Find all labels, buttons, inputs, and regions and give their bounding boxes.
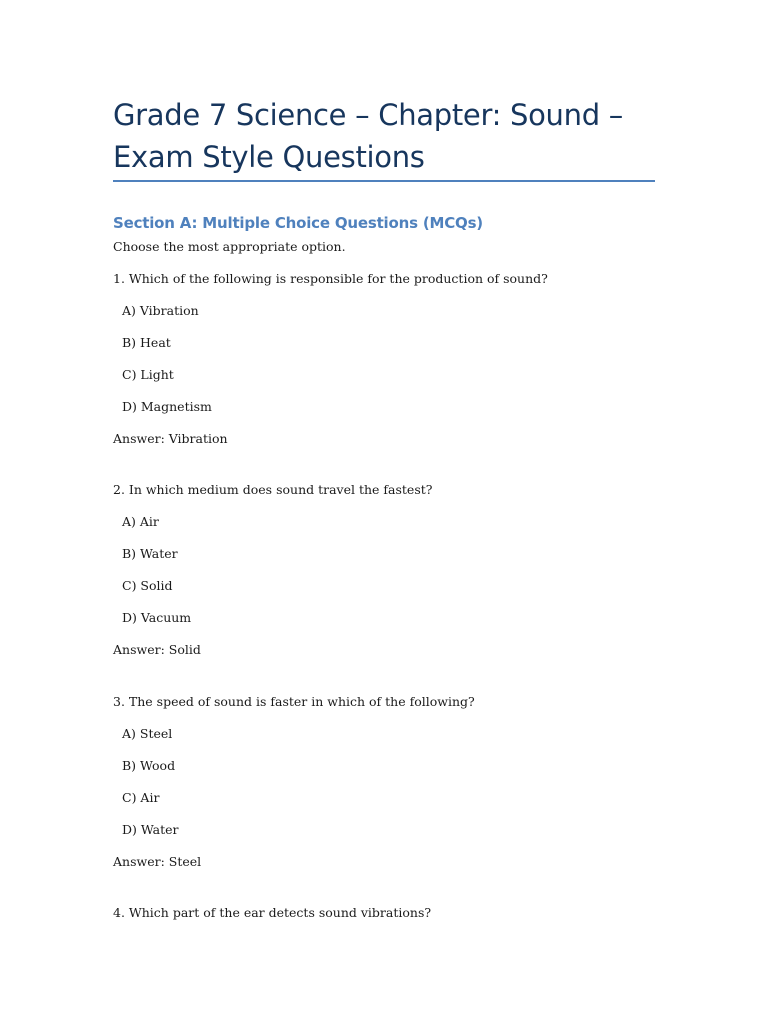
question-text: 4. Which part of the ear detects sound vibrations? <box>113 905 432 920</box>
section-heading: Section A: Multiple Choice Questions (MCQs) <box>113 214 483 232</box>
answer-text: Answer: Steel <box>113 854 202 869</box>
question-option: A) Vibration <box>122 303 199 318</box>
question-option: A) Air <box>122 514 159 529</box>
document-title: Grade 7 Science – Chapter: Sound – Exam Style Questions <box>113 98 623 174</box>
answer-text: Answer: Vibration <box>113 431 228 446</box>
question-option: B) Heat <box>122 335 171 350</box>
question-text: 2. In which medium does sound travel the fastest? <box>113 482 433 497</box>
question-option: D) Magnetism <box>122 399 212 414</box>
answer-text: Answer: Solid <box>113 642 201 657</box>
question-option: D) Water <box>122 822 179 837</box>
instruction-text: Choose the most appropriate option. <box>113 239 346 254</box>
question-text: 3. The speed of sound is faster in which of the following? <box>113 694 475 709</box>
question-option: C) Air <box>122 790 160 805</box>
question-option: B) Water <box>122 546 178 561</box>
question-option: A) Steel <box>122 726 173 741</box>
question-text: 1. Which of the following is responsible for the production of sound? <box>113 271 548 286</box>
question-option: C) Light <box>122 367 174 382</box>
question-option: C) Solid <box>122 578 173 593</box>
question-option: B) Wood <box>122 758 176 773</box>
title-underline-rule <box>113 180 655 182</box>
question-option: D) Vacuum <box>122 610 192 625</box>
